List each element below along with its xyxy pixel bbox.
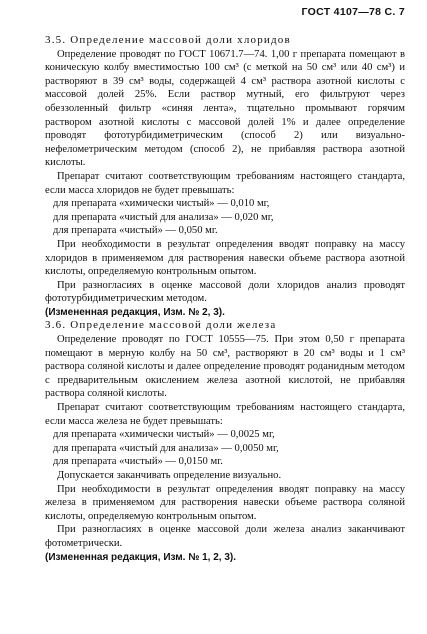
- paragraph: Препарат считают соответствующим требованиям настоящего стандарта, если масса хлоридов не будет превышать:: [45, 170, 405, 196]
- page-header: ГОСТ 4107—78 С. 7: [301, 6, 405, 18]
- paragraph: Препарат считают соответствующим требованиям настоящего стандарта, если масса железа не будет превышать:: [45, 402, 405, 427]
- section-heading-3-5: 3.5. Определение массовой доли хлоридов: [45, 34, 291, 46]
- limit-item: для препарата «чистый» — 0,050 мг.: [53, 225, 218, 237]
- limit-item: для препарата «химически чистый» — 0,0025 мг,: [53, 429, 275, 441]
- limit-item: для препарата «чистый для анализа» — 0,020 мг,: [53, 211, 274, 223]
- paragraph: При разногласиях в оценке массовой доли хлоридов анализ проводят фототурбидиметрическим методом.: [45, 279, 405, 305]
- document-body: [45, 34, 405, 564]
- paragraph: Допускается заканчивать определение визуально.: [57, 470, 282, 481]
- edit-note: (Измененная редакция, Изм. № 2, 3).: [45, 306, 225, 318]
- paragraph: При разногласиях в оценке массовой доли железа анализ заканчивают фотометрически.: [45, 524, 405, 549]
- section-heading-3-6: 3.6. Определение массовой доли железа: [45, 319, 277, 332]
- limit-item: для препарата «чистый для анализа» — 0,0050 мг,: [53, 442, 279, 454]
- paragraph: Определение проводят по ГОСТ 10671.7—74. 1,00 г препарата помещают в коническую колбу вместимостью 100 см³ (с меткой на 50 см³ или 40 см³) и растворяют в 39 см³ воды, содержащей 4 см³ раствора азотной кислоты с массовой долей 25%. Если раствор мутный, его фильтруют через обеззоленный фильтр «синяя лента», тщательно промывают горячим раствором азотной кислоты с массовой долей 1% и далее определение проводят фототурбидиметрическим (способ 2) или визуально-нефелометрическим методом (способ 2), не прибавляя раствора азотной кислоты.: [45, 48, 405, 169]
- edit-note: (Измененная редакция, Изм. № 1, 2, 3).: [45, 551, 237, 563]
- limit-item: для препарата «чистый» — 0,0150 мг.: [53, 456, 223, 468]
- paragraph: Определение проводят по ГОСТ 10555—75. При этом 0,50 г препарата помещают в мерную колбу на 50 см³, растворяют в 20 см³ воды и 1 см³ раствора соляной кислоты и далее определение проводят роданидным методом с предварительным окислением железа азотной кислотой, не прибавляя раствора соляной кислоты.: [45, 334, 405, 400]
- paragraph: При необходимости в результат определения вводят поправку на массу железа в применяемом для растворения навески объеме раствора соляной кислоты, определяемую контрольным опытом.: [45, 483, 405, 522]
- limit-item: для препарата «химически чистый» — 0,010 мг,: [53, 198, 270, 210]
- paragraph: При необходимости в результат определения вводят поправку на массу хлоридов в применяемом для растворения навески объеме раствора азотной кислоты, определяемую контрольным опытом.: [45, 238, 405, 278]
